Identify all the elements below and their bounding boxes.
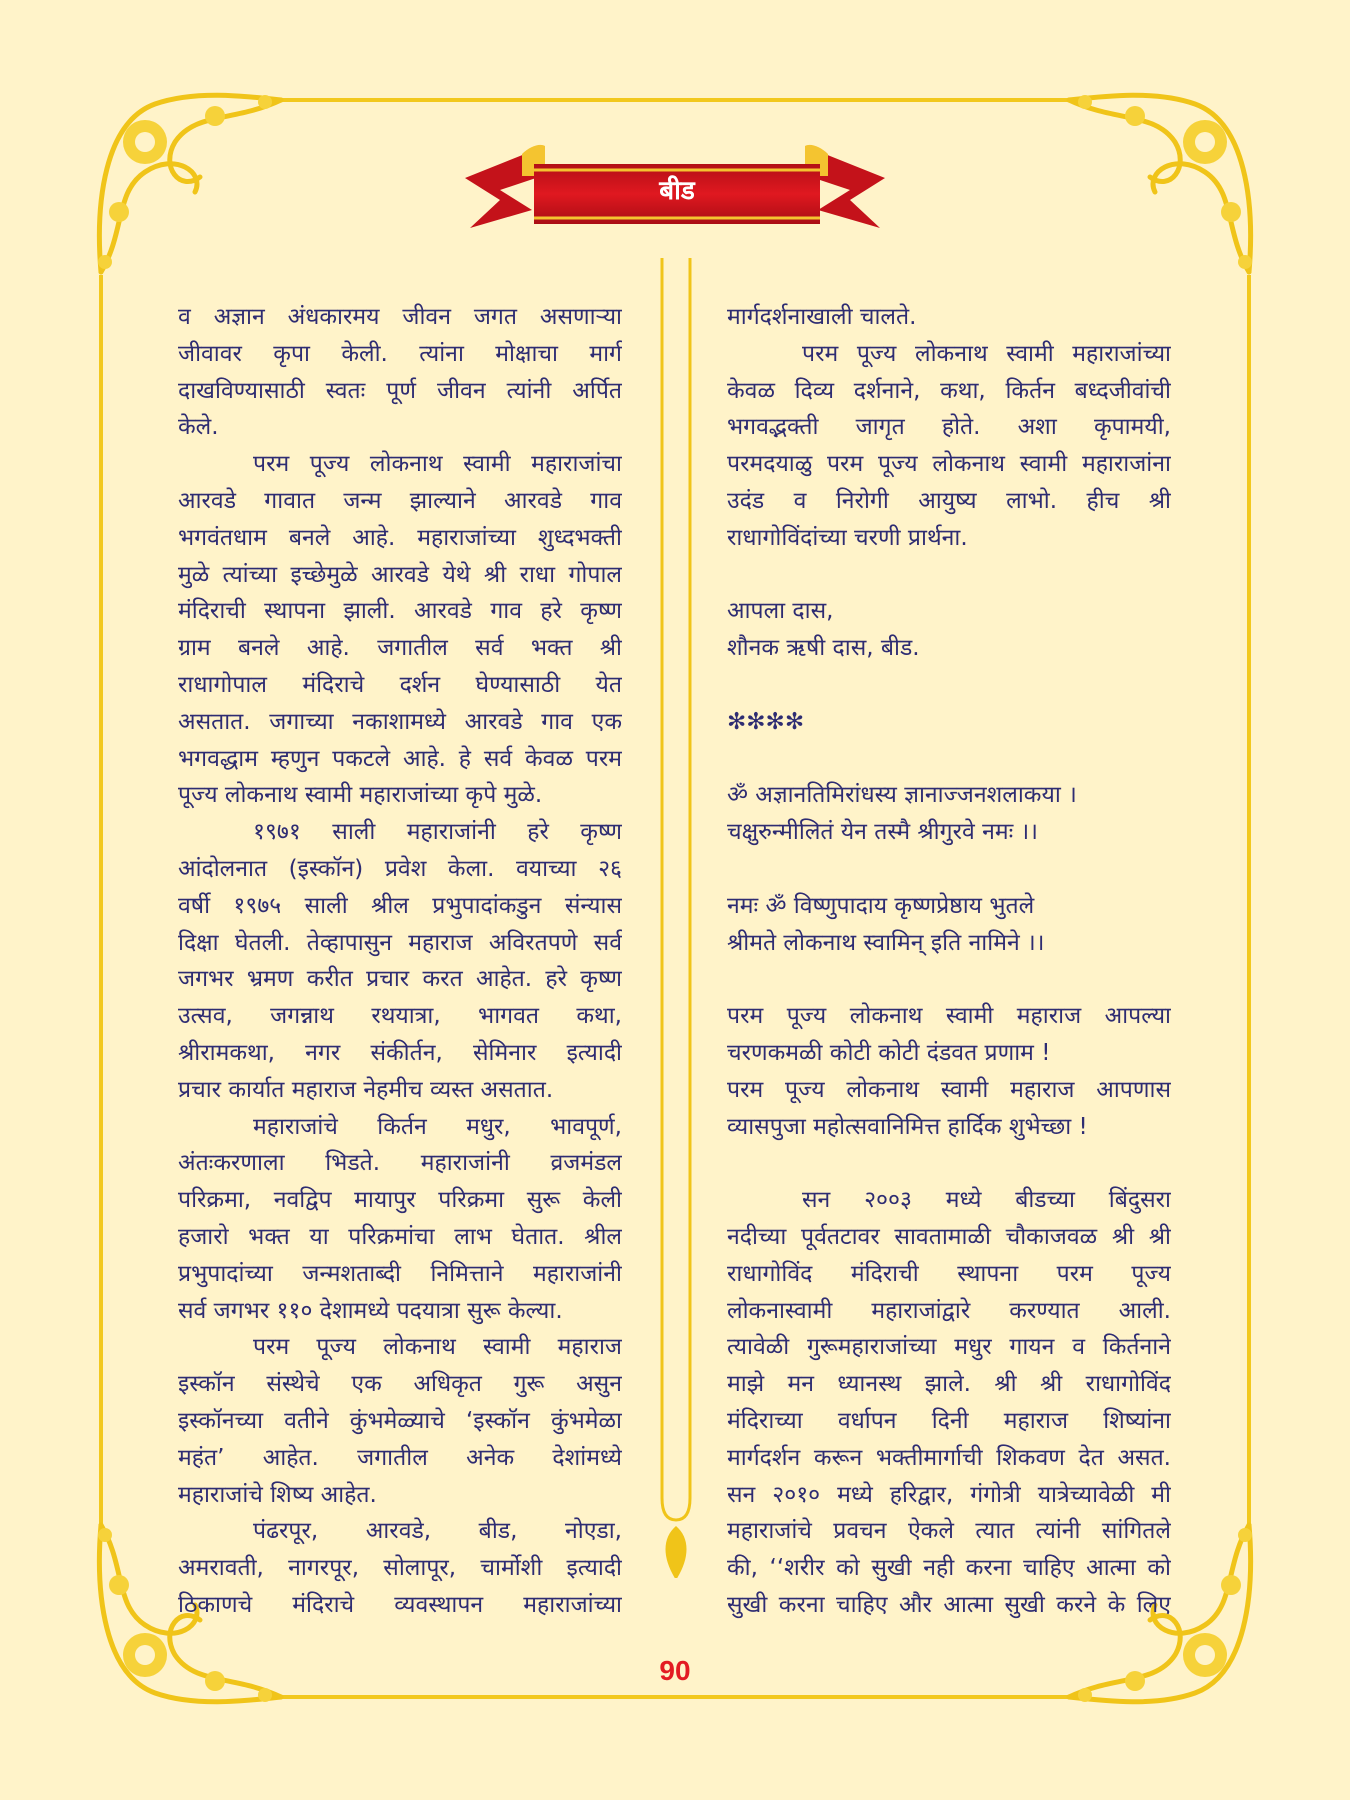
text-line: केले. bbox=[178, 414, 219, 441]
text-line: माझे मन ध्यानस्थ झाले. श्री श्री राधागोविंद bbox=[727, 1371, 1171, 1398]
text-line: मार्गदर्शन करून भक्तीमार्गाची शिकवण देत असत. bbox=[727, 1444, 1171, 1471]
text-line: केवळ दिव्य दर्शनाने, कथा, किर्तन बध्दजीवांची bbox=[727, 377, 1171, 404]
text-line: व अज्ञान अंधकारमय जीवन जगत असणाऱ्या bbox=[178, 304, 622, 330]
blank-line bbox=[727, 557, 1171, 594]
text-line: आपला दास, bbox=[727, 598, 834, 625]
text-line: त्यावेळी गुरूमहाराजांच्या मधुर गायन व किर्तनाने bbox=[727, 1334, 1171, 1361]
text-line: प्रचार कार्यात महाराज नेहमीच व्यस्त असतात. bbox=[178, 1076, 554, 1103]
blank-line bbox=[727, 961, 1171, 998]
text-line: सन २००३ मध्ये बीडच्या बिंदुसरा bbox=[802, 1187, 1171, 1214]
text-line: १९७१ साली महाराजांनी हरे कृष्ण bbox=[253, 819, 622, 846]
text-line: दिक्षा घेतली. तेव्हापासुन महाराज अविरतपणे सर्व bbox=[178, 929, 622, 956]
top-border-line bbox=[281, 98, 1073, 102]
text-line: मुळे त्यांच्या इच्छेमुळे आरवडे येथे श्री राधा गोपाल bbox=[178, 561, 622, 588]
text-line: इस्कॉनच्या वतीने कुंभमेळ्याचे ‘इस्कॉन कुंभमेळा bbox=[178, 1407, 622, 1434]
text-line: पूज्य लोकनाथ स्वामी महाराजांच्या कृपे मुळे. bbox=[178, 782, 543, 809]
text-line: राधागोविंद मंदिराची स्थापना परम पूज्य bbox=[727, 1260, 1171, 1287]
blank-line bbox=[727, 741, 1171, 778]
left-border-line bbox=[99, 275, 103, 1538]
text-line: आरवडे गावात जन्म झाल्याने आरवडे गाव bbox=[178, 487, 622, 514]
text-line: परम पूज्य लोकनाथ स्वामी महाराज bbox=[253, 1334, 622, 1361]
text-line: ॐ अज्ञानतिमिरांधस्य ज्ञानाज्जनशलाकया । bbox=[727, 782, 1077, 809]
text-line: मंदिराची स्थापना झाली. आरवडे गाव हरे कृष्ण bbox=[178, 598, 622, 625]
text-line: जगभर भ्रमण करीत प्रचार करत आहेत. हरे कृष्ण bbox=[178, 966, 622, 993]
text-line: जीवावर कृपा केली. त्यांना मोक्षाचा मार्ग bbox=[178, 340, 622, 367]
corner-ornament-top-left-icon bbox=[85, 82, 285, 282]
text-line: राधागोपाल मंदिराचे दर्शन घेण्यासाठी येत bbox=[178, 671, 622, 698]
text-line: परिक्रमा, नवद्विप मायापुर परिक्रमा सुरू केली bbox=[178, 1187, 622, 1214]
text-line: ✻✻✻✻ bbox=[727, 708, 805, 735]
blank-line bbox=[727, 1145, 1171, 1182]
text-line: श्रीरामकथा, नगर संकीर्तन, सेमिनार इत्यादी bbox=[178, 1039, 622, 1066]
text-line: सन २०१० मध्ये हरिद्वार, गंगोत्री यात्रेच्यावेळी मी bbox=[727, 1481, 1171, 1508]
text-line: परम पूज्य लोकनाथ स्वामी महाराजांचा bbox=[253, 451, 622, 478]
text-line: ठिकाणचे मंदिराचे व्यवस्थापन महाराजांच्या bbox=[178, 1591, 622, 1618]
text-line: चक्षुरुन्मीलितं येन तस्मै श्रीगुरवे नमः ।। bbox=[727, 819, 1038, 846]
page-number: 90 bbox=[659, 1655, 691, 1686]
text-line: भगवंतधाम बनले आहे. महाराजांच्या शुध्दभक्ती bbox=[178, 524, 622, 551]
text-line: महंत’ आहेत. जगातील अनेक देशांमध्ये bbox=[178, 1444, 622, 1471]
text-line: चरणकमळी कोटी कोटी दंडवत प्रणाम ! bbox=[727, 1039, 1051, 1066]
text-line: अंतःकरणाला भिडते. महाराजांनी व्रजमंडल bbox=[178, 1150, 622, 1177]
left-column bbox=[178, 299, 622, 1624]
text-line: सुखी करना चाहिए और आत्मा सुखी करने के लिए bbox=[727, 1591, 1171, 1618]
text-line: हजारो भक्त या परिक्रमांचा लाभ घेतात. श्रील bbox=[178, 1223, 622, 1250]
text-line: उदंड व निरोगी आयुष्य लाभो. हीच श्री bbox=[727, 487, 1171, 514]
text-line: दाखविण्यासाठी स्वतः पूर्ण जीवन त्यांनी अर्पित bbox=[178, 377, 622, 404]
text-line: श्रीमते लोकनाथ स्वामिन् इति नामिने ।। bbox=[727, 929, 1045, 956]
text-line: उत्सव, जगन्नाथ रथयात्रा, भागवत कथा, bbox=[178, 1003, 622, 1030]
text-line: सर्व जगभर ११० देशामध्ये पदयात्रा सुरू केल्या. bbox=[178, 1297, 563, 1324]
text-line: मार्गदर्शनाखाली चालते. bbox=[727, 304, 917, 330]
text-line: राधागोविंदांच्या चरणी प्रार्थना. bbox=[727, 524, 968, 551]
text-line: असतात. जगाच्या नकाशामध्ये आरवडे गाव एक bbox=[178, 708, 622, 735]
text-line: इस्कॉन संस्थेचे एक अधिकृत गुरू असुन bbox=[178, 1371, 622, 1398]
text-line: महाराजांचे शिष्य आहेत. bbox=[178, 1481, 377, 1508]
text-line: आंदोलनात (इस्कॉन) प्रवेश केला. वयाच्या २६ bbox=[178, 855, 622, 882]
text-line: पंढरपूर, आरवडे, बीड, नोएडा, bbox=[253, 1518, 622, 1545]
text-line: वर्षी १९७५ साली श्रील प्रभुपादांकडुन संन्यास bbox=[178, 892, 622, 919]
text-line: परम पूज्य लोकनाथ स्वामी महाराज आपणास bbox=[727, 1076, 1171, 1103]
text-line: मंदिराच्या वर्धापन दिनी महाराज शिष्यांना bbox=[727, 1407, 1171, 1434]
text-line: प्रभुपादांच्या जन्मशताब्दी निमित्ताने महाराजांनी bbox=[178, 1260, 622, 1287]
text-line: शौनक ऋषी दास, बीड. bbox=[727, 635, 920, 662]
blank-line bbox=[727, 667, 1171, 704]
bottom-border-line bbox=[281, 1695, 1073, 1699]
text-line: परम पूज्य लोकनाथ स्वामी महाराजांच्या bbox=[802, 340, 1171, 367]
blank-line bbox=[727, 851, 1171, 888]
corner-ornament-top-right-icon bbox=[1065, 82, 1265, 282]
text-line: अमरावती, नागरपूर, सोलापूर, चार्मोशी इत्यादी bbox=[178, 1555, 622, 1582]
text-line: नदीच्या पूर्वतटावर सावतामाळी चौकाजवळ श्री श्री bbox=[727, 1223, 1171, 1250]
right-column bbox=[727, 299, 1171, 1624]
right-border-line bbox=[1247, 275, 1251, 1538]
text-line: लोकनास्वामी महाराजांद्वारे करण्यात आली. bbox=[727, 1297, 1171, 1324]
text-line: महाराजांचे प्रवचन ऐकले त्यात त्यांनी सांगितले bbox=[727, 1518, 1171, 1545]
column-divider bbox=[660, 258, 692, 1578]
text-line: नमः ॐ विष्णुपादाय कृष्णप्रेष्ठाय भुतले bbox=[727, 892, 1035, 919]
text-line: भगवद्धाम म्हणुन पकटले आहे. हे सर्व केवळ परम bbox=[178, 745, 622, 772]
text-line: व्यासपुजा महोत्सवानिमित्त हार्दिक शुभेच्छा ! bbox=[727, 1113, 1088, 1140]
text-line: महाराजांचे किर्तन मधुर, भावपूर्ण, bbox=[253, 1113, 622, 1140]
text-line: भगवद्भक्ती जागृत होते. अशा कृपामयी, bbox=[727, 414, 1171, 441]
page-title: बीड bbox=[659, 176, 695, 206]
text-line: की, ‘‘शरीर को सुखी नही करना चाहिए आत्मा को bbox=[727, 1555, 1171, 1582]
text-line: परमदयाळु परम पूज्य लोकनाथ स्वामी महाराजांना bbox=[727, 451, 1171, 478]
text-line: ग्राम बनले आहे. जगातील सर्व भक्त श्री bbox=[178, 635, 622, 662]
text-line: परम पूज्य लोकनाथ स्वामी महाराज आपल्या bbox=[727, 1003, 1171, 1030]
